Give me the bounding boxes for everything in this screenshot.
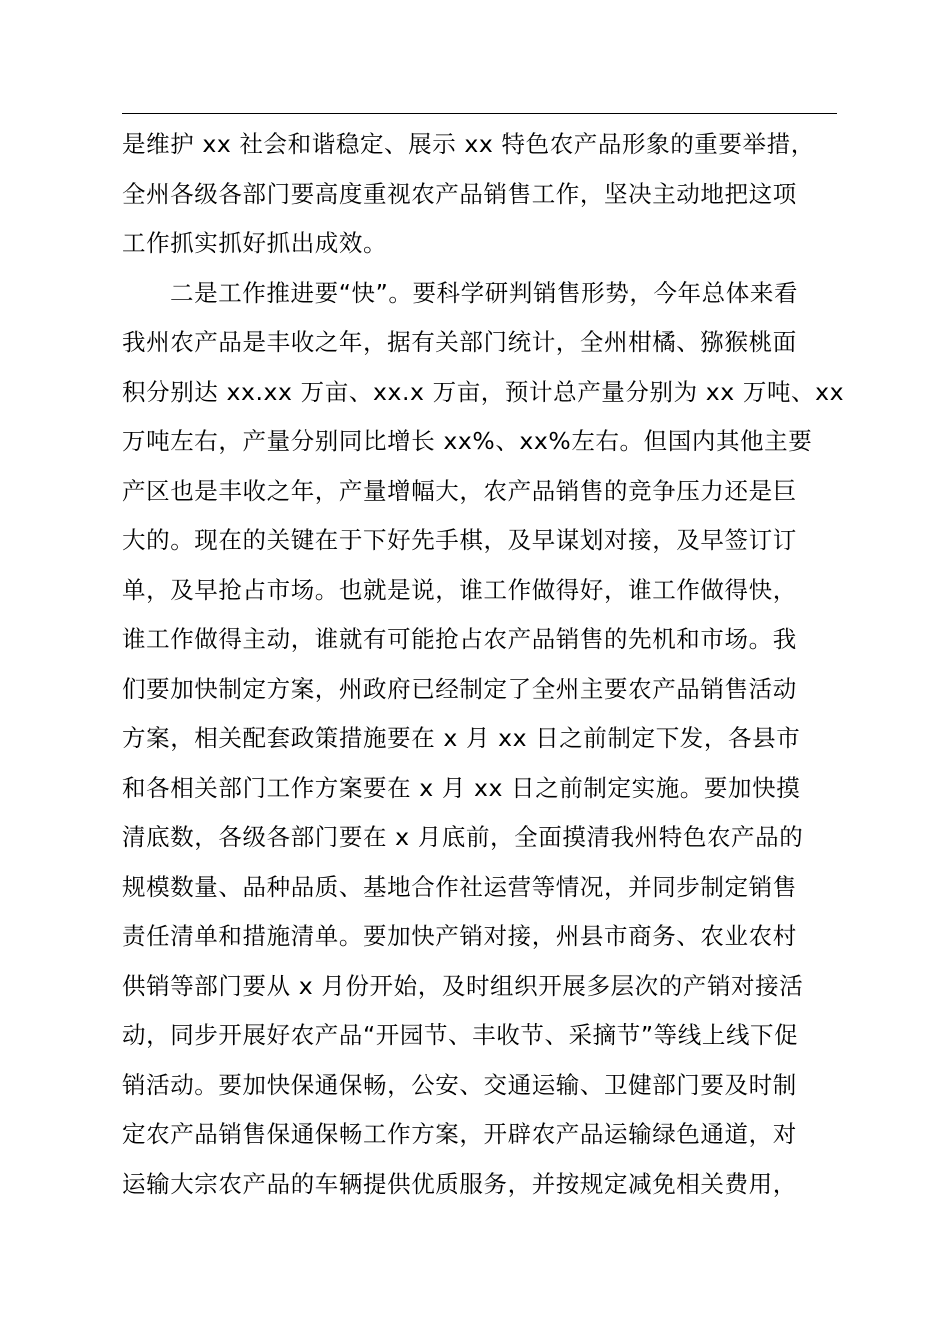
text-line: 工作抓实抓好抓出成效。 xyxy=(122,229,388,257)
text-line: 动，同步开展好农产品“开园节、丰收节、采摘节”等线上线下促 xyxy=(122,1021,799,1049)
text-line: 和各相关部门工作方案要在 x 月 xx 日之前制定实施。要加快摸 xyxy=(122,773,801,802)
text-line: 们要加快制定方案，州政府已经制定了全州主要农产品销售活动 xyxy=(122,674,797,703)
text-line: 规模数量、品种品质、基地合作社运营等情况，并同步制定销售 xyxy=(122,872,797,901)
text-line: 销活动。要加快保通保畅，公安、交通运输、卫健部门要及时制 xyxy=(122,1070,797,1099)
text-line: 责任清单和措施清单。要加快产销对接，州县市商务、农业农村 xyxy=(122,922,797,950)
text-line: 是维护 xx 社会和谐稳定、展示 xx 特色农产品形象的重要举措， xyxy=(122,130,815,158)
paragraph-start-line: 二是工作推进要“快”。要科学研判销售形势，今年总体来看 xyxy=(170,278,799,307)
text-line: 清底数，各级各部门要在 x 月底前，全面摸清我州特色农产品的 xyxy=(122,823,804,851)
text-line: 供销等部门要从 x 月份开始，及时组织开展多层次的产销对接活 xyxy=(122,971,804,1000)
header-rule xyxy=(122,113,837,114)
text-line: 单，及早抢占市场。也就是说，谁工作做得好，谁工作做得快， xyxy=(122,575,797,604)
text-line: 我州农产品是丰收之年，据有关部门统计，全州柑橘、猕猴桃面 xyxy=(122,328,797,356)
text-line: 全州各级各部门要高度重视农产品销售工作，坚决主动地把这项 xyxy=(122,179,797,208)
text-line: 积分别达 xx.xx 万亩、xx.x 万亩，预计总产量分别为 xx 万吨、xx xyxy=(122,377,845,406)
text-line: 运输大宗农产品的车辆提供优质服务，并按规定减免相关费用， xyxy=(122,1169,797,1198)
body-text xyxy=(122,120,845,1209)
text-line: 谁工作做得主动，谁就有可能抢占农产品销售的先机和市场。我 xyxy=(122,625,797,653)
text-line: 定农产品销售保通保畅工作方案，开辟农产品运输绿色通道，对 xyxy=(122,1120,797,1148)
text-line: 产区也是丰收之年，产量增幅大，农产品销售的竞争压力还是巨 xyxy=(122,476,797,505)
text-line: 大的。现在的关键在于下好先手棋，及早谋划对接，及早签订订 xyxy=(122,526,797,554)
text-line: 万吨左右，产量分别同比增长 xx%、xx%左右。但国内其他主要 xyxy=(122,427,813,455)
text-line: 方案，相关配套政策措施要在 x 月 xx 日之前制定下发，各县市 xyxy=(122,724,801,752)
